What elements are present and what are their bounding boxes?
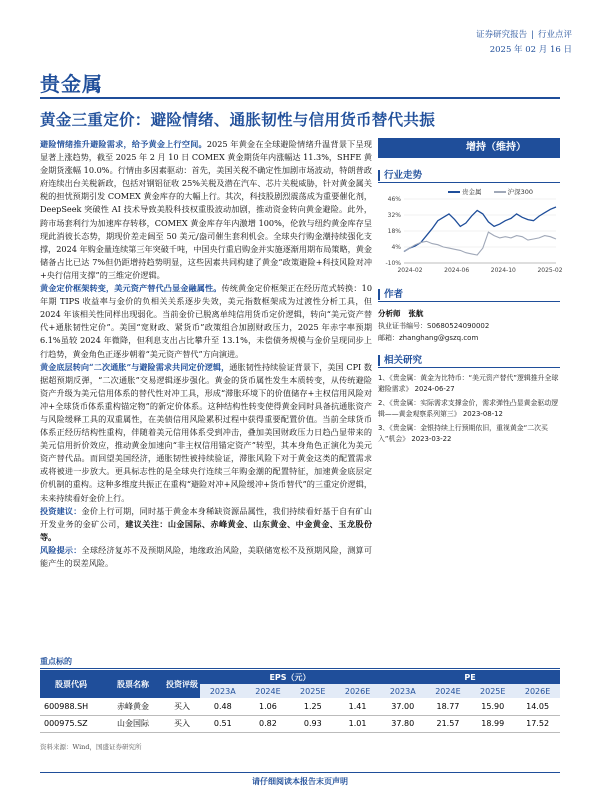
sector-title: 贵金属: [40, 72, 103, 96]
pe-value: 18.99: [470, 715, 515, 732]
y-tick-label: 46%: [387, 196, 401, 204]
eps-value: 0.82: [246, 715, 291, 732]
eps-value: 1.41: [335, 698, 380, 715]
y-tick-label: 18%: [387, 228, 401, 236]
analyst-name: 张航: [408, 309, 424, 318]
analyst-license: 执业证书编号：S0680524090002: [378, 322, 490, 330]
report-header: 证券研究报告 | 行业点评 2025 年 02 月 16 日: [476, 28, 572, 58]
author-heading: 作者: [378, 287, 560, 302]
analyst: [378, 308, 560, 319]
paragraph-2-text: 传统黄金定价框架正在经历范式转换：10 年期 TIPS 收益率与金价的负相关关系逐步失效，美元指数框架成为过渡性分析工具，但 2024 年该相关性同样出现弱化。当前金价已脱离单纯信用货币定价逻辑，转向“美元资产替代+通胀韧性定价”。美国“宽财政、紧货币”政策组合加剧财政压力，2025 年赤字率预期 6.1%虽较 2024 年微降，但利息支出占比攀升至 13.1%，未偿债务规模与金价呈现同步上行趋势，黄金角色正逐步朝着“美元资产替代”方向演进。: [40, 283, 372, 359]
recommendation: 建议关注：山金国际、赤峰黄金、山东黄金、中金黄金、玉龙股份等。: [40, 518, 372, 542]
report-body: [40, 138, 372, 570]
source-note: 资料来源：Wind，国盛证券研究所: [40, 743, 142, 751]
pe-value: 37.80: [380, 715, 426, 732]
paragraph-1-text: 2025 年黄金在全球避险情绪升温背景下呈现显著上涨趋势，截至 2025 年 2 月 10 日 COMEX 黄金期货年内涨幅达 11.3%，SHFE 黄金期货涨幅 10.0%。行情由多因素驱动：首先，美国关税不确定性加剧市场波动，特朗普政府连续出台关税新政，包括对钢铝征收 25%关税及潜在汽车、芯片关税威胁，针对黄金属关税的担忧预期引发 COMEX 黄金库存的大幅上行。其次，科技股剧烈震荡成为重要催化剂，DeepSeek 突破性 AI 技术导致美股科技权重股波动加剧，推动资金转向黄金避险。此外，跨市场套利行为加速库存转移，COMEX 黄金库存年内激增 100%，伦敦与纽约黄金库存呈现此消彼长态势，期现价差走阔至 50 美元/盎司催生套利机会。全球央行购金潮持续强化支撑，2024 年购金量连续第三年突破千吨，中国央行重启购金并实施逐渐用期布局策略，黄金储备占比已达 7%但仍距增持趋势明显，这些因素共同构建了黄金“政策避险+科技风险对冲+央行信用支撑”的三维定价逻辑。: [40, 139, 373, 280]
x-tick-label: 2024-10: [490, 267, 516, 274]
pe-value: 14.05: [515, 698, 560, 715]
paragraph-3-text: 通胀韧性持续验证背景下，美国 CPI 数据超预期反弹，“二次通胀”交易逻辑逐步强化。黄金的货币属性发生本质转变，从传统避险资产升级为美元信用体系的替代性对冲工具，形成“滞胀环境下的价值储存+主权信用风险对冲+全球货币体系重构锚定物”的新定价体系。这种结构性转变使得黄金同时具备抗通胀资产与风险缓释工具的双重属性，在美债信用风险累积过程中获得重要配置价值。当前全球货币体系正经历结构性重构，伴随着美元信用体系受到冲击，叠加美国财政压力日趋凸显带来的美元信用折价效应，推动黄金加速向“非主权信用锚定资产”转型，其本身角色正演化为美元资产替代品。而回望美国经济，通胀韧性被持续验证，滞胀风险下对于黄金这类的配置需求或将被进一步放大。更具标志性的是全球央行连续三年购金潮的配置特征，加速黄金底层定价机制的重构。这种多维度共振正在重构“避险对冲+风险缓冲+货币替代”的三重定价逻辑，未来持续看好金价上行。: [40, 361, 372, 503]
paragraph-5-heading: 风险提示：: [40, 544, 82, 555]
key-stocks-table: [40, 670, 560, 733]
related-report-2[interactable]: 2、《贵金属：实际需求支撑金价，需求弹性凸显黄金驱动逻辑——黄金观察系列第三》 2023-08-12: [378, 399, 559, 418]
report-title: 黄金三重定价：避险情绪、通胀韧性与信用货币替代共振: [40, 110, 436, 129]
related-research-heading: 相关研究: [378, 353, 560, 368]
pe-year-1: 2023A: [380, 684, 426, 698]
y-tick-label: 32%: [387, 212, 401, 220]
y-tick-label: -10%: [385, 260, 401, 268]
x-tick-label: 2024-02: [397, 267, 423, 274]
table-row: [40, 715, 560, 732]
paragraph-5-text: 全球经济复苏不及预期风险，地缘政治风险，美联储宽松不及预期风险，测算可能产生的误差风险。: [40, 544, 372, 568]
eps-value: 0.93: [290, 715, 335, 732]
related-report-1[interactable]: 1、《贵金属：黄金为比特币：“美元资产替代”逻辑推升全球避险需求》 2024-06-27: [378, 374, 559, 393]
trend-chart: [378, 185, 563, 277]
eps-year-4: 2026E: [335, 684, 380, 698]
pe-value: 21.57: [426, 715, 471, 732]
pe-value: 17.52: [515, 715, 560, 732]
title-divider: [40, 97, 560, 99]
eps-value: 1.06: [246, 698, 291, 715]
stock-code: 000975.SZ: [40, 715, 102, 732]
stock-name: 山金国际: [102, 715, 164, 732]
eps-year-2: 2024E: [246, 684, 291, 698]
series-line-precious-metals: [404, 207, 556, 252]
legend-label-csi300: 沪深300: [507, 188, 533, 196]
table-row: [40, 698, 560, 715]
pe-value: 37.00: [380, 698, 426, 715]
col-eps: EPS（元）: [200, 670, 380, 684]
y-tick-label: 4%: [391, 244, 401, 252]
stock-code: 600988.SH: [40, 698, 102, 715]
rating-badge: 增持（维持）: [378, 138, 560, 158]
pe-year-2: 2024E: [426, 684, 471, 698]
x-tick-label: 2024-06: [444, 267, 470, 274]
paragraph-5: [40, 544, 372, 570]
related-report-3[interactable]: 3、《贵金属：金银持续上行预期依旧，重视黄金“二次买入”机会》 2023-03-22: [378, 424, 548, 443]
key-stocks-heading: 重点标的: [40, 656, 560, 669]
paragraph-4: [40, 505, 372, 544]
paragraph-1: [40, 138, 372, 282]
paragraph-4-heading: 投资建议：: [40, 505, 82, 516]
legend-label-precious-metals: 贵金属: [462, 188, 482, 196]
col-code: 股票代码: [40, 670, 102, 698]
analyst-label: 分析师: [378, 309, 401, 318]
eps-value: 1.01: [335, 715, 380, 732]
eps-value: 1.25: [290, 698, 335, 715]
pe-value: 15.90: [470, 698, 515, 715]
pe-year-3: 2025E: [470, 684, 515, 698]
related-research-list: [378, 373, 560, 445]
stock-name: 赤峰黄金: [102, 698, 164, 715]
paragraph-4-text: 金价上行可期，同时基于黄金本身稀缺资源品属性，我们持续看好基于自有矿山开发业务的金矿公司，: [40, 505, 372, 529]
col-name: 股票名称: [102, 670, 164, 698]
pe-year-4: 2026E: [515, 684, 560, 698]
col-pe: PE: [380, 670, 560, 684]
report-type: 证券研究报告: [476, 30, 528, 40]
paragraph-1-heading: 避险情绪推升避险需求，给予黄金上行空间。: [40, 139, 207, 149]
col-rating: 投资评级: [164, 670, 200, 698]
report-category: 行业点评: [537, 30, 572, 40]
paragraph-3: [40, 361, 372, 505]
eps-year-3: 2025E: [290, 684, 335, 698]
analyst-email[interactable]: 邮箱：zhanghang@gszq.com: [378, 334, 479, 342]
paragraph-2: [40, 282, 372, 361]
trend-heading: 行业走势: [378, 168, 560, 183]
sidebar: [378, 138, 563, 448]
x-tick-label: 2025-02: [537, 267, 563, 274]
paragraph-3-heading: 黄金底层转向“二次通胀”与避险需求共同定价逻辑，: [40, 361, 230, 372]
pe-value: 18.77: [426, 698, 471, 715]
stock-rating: 买入: [164, 715, 200, 732]
footer-disclaimer: 请仔细阅读本报告末页声明: [252, 776, 348, 786]
eps-value: 0.48: [200, 698, 246, 715]
report-date: 2025 年 02 月 16 日: [489, 45, 572, 55]
eps-value: 0.51: [200, 715, 246, 732]
paragraph-2-heading: 黄金定价框架转变，美元资产替代凸显金融属性。: [40, 283, 222, 294]
footer-divider: [40, 772, 560, 773]
eps-year-1: 2023A: [200, 684, 246, 698]
stock-rating: 买入: [164, 698, 200, 715]
trend-chart-svg: [378, 185, 563, 277]
